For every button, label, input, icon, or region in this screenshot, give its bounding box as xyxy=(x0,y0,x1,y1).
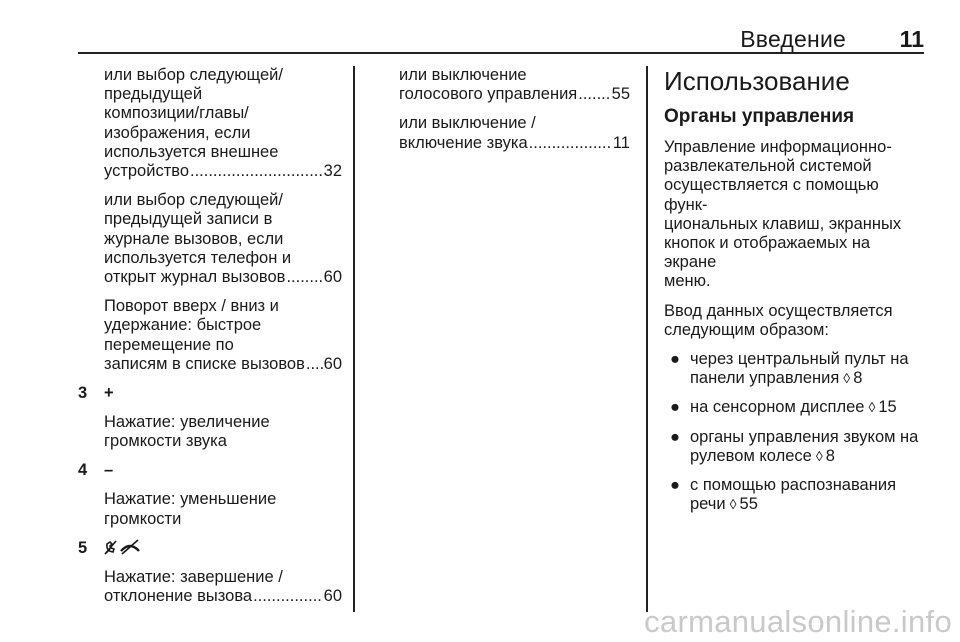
section-heading: Использование xyxy=(664,66,850,96)
list-item: ● на сенсорном дисплее ◊ 15 xyxy=(670,398,897,417)
bullet-icon: ● xyxy=(670,427,680,446)
reference-arrow-icon: ◊ xyxy=(815,447,823,464)
list-item: Нажатие: завершение / отклонение вызова ..... 60 xyxy=(78,568,342,606)
list-item: или выбор следующей/ предыдущей записи в журнале вызовов, если используется телефон и открыт журнал вызовов ..... 60 xyxy=(78,191,342,287)
toc-leader-line: открыт журнал вызовов ..... 60 xyxy=(104,268,342,287)
list-item: ● через центральный пульт на панели управления ◊ 8 xyxy=(670,350,909,388)
list-item: ● с помощью распознавания речи ◊ 55 xyxy=(670,476,897,514)
bullet-icon: ● xyxy=(670,476,680,495)
page-reference: 15 xyxy=(878,398,897,417)
watermark: carmanualsonline.info xyxy=(644,604,952,639)
section-title: Введение xyxy=(740,26,846,52)
page-reference: 60 xyxy=(323,354,342,373)
bullet-icon: ● xyxy=(670,350,680,369)
column-2 xyxy=(399,66,630,163)
page-reference: 60 xyxy=(323,268,342,287)
page-reference: 32 xyxy=(323,162,342,181)
toc-leader-line: голосового управления ..... 55 xyxy=(399,85,630,104)
page-reference: 55 xyxy=(739,495,758,514)
bullet-list xyxy=(664,350,926,514)
toc-leader-line: записям в списке вызовов ..... 60 xyxy=(104,355,342,374)
toc-leader-line: отклонение вызова ..... 60 xyxy=(104,587,342,606)
subsection-heading: Органы управления xyxy=(664,106,855,127)
toc-leader-line: устройство ..... 32 xyxy=(104,162,342,181)
list-item: Нажатие: уменьшение громкости xyxy=(104,490,277,528)
list-item: Нажатие: увеличение громкости звука xyxy=(104,413,270,451)
numbered-item-3: 3 + xyxy=(78,384,114,403)
call-end-mute-icon xyxy=(104,539,142,560)
page-reference: 60 xyxy=(323,587,342,606)
column-3 xyxy=(664,66,926,524)
numbered-item-4: 4 – xyxy=(78,461,114,480)
numbered-item-5: 5 xyxy=(78,539,342,558)
list-item: ● органы управления звуком на рулевом колесе ◊ 8 xyxy=(670,427,919,465)
page-number: 11 xyxy=(899,26,924,52)
list-item: или выключение / включение звука ..... 11 xyxy=(399,114,630,152)
bullet-icon: ● xyxy=(670,398,680,417)
page-reference: 8 xyxy=(825,446,835,465)
page-header xyxy=(78,26,924,52)
list-item: или выбор следующей/ предыдущей композиции/главы/ изображения, если используется внешнее устройство ..... 32 xyxy=(78,66,342,181)
page-reference: 8 xyxy=(853,369,863,388)
column-divider-2 xyxy=(646,66,648,612)
toc-leader-line: включение звука ..... 11 xyxy=(399,134,630,153)
paragraph: Ввод данных осуществляется следующим образом: xyxy=(664,301,893,339)
reference-arrow-icon: ◊ xyxy=(868,399,876,416)
page-reference: 11 xyxy=(612,133,630,152)
column-1 xyxy=(78,66,342,616)
page-reference: 55 xyxy=(611,85,630,104)
list-item: или выключение голосового управления ..... 55 xyxy=(399,66,630,104)
list-item: Поворот вверх / вниз и удержание: быстрое перемещение по записям в списке вызовов ..... 60 xyxy=(78,297,342,374)
reference-arrow-icon: ◊ xyxy=(729,496,737,513)
minus-symbol: – xyxy=(104,461,114,480)
reference-arrow-icon: ◊ xyxy=(843,370,851,387)
header-rule xyxy=(78,52,924,54)
paragraph: Управление информационно- развлекательной системой осуществляется с помощью функ- циональных клавиш, экранных кнопок и отображаемых на экране меню. xyxy=(664,138,902,291)
column-divider-1 xyxy=(353,66,355,612)
plus-symbol: + xyxy=(104,384,114,403)
